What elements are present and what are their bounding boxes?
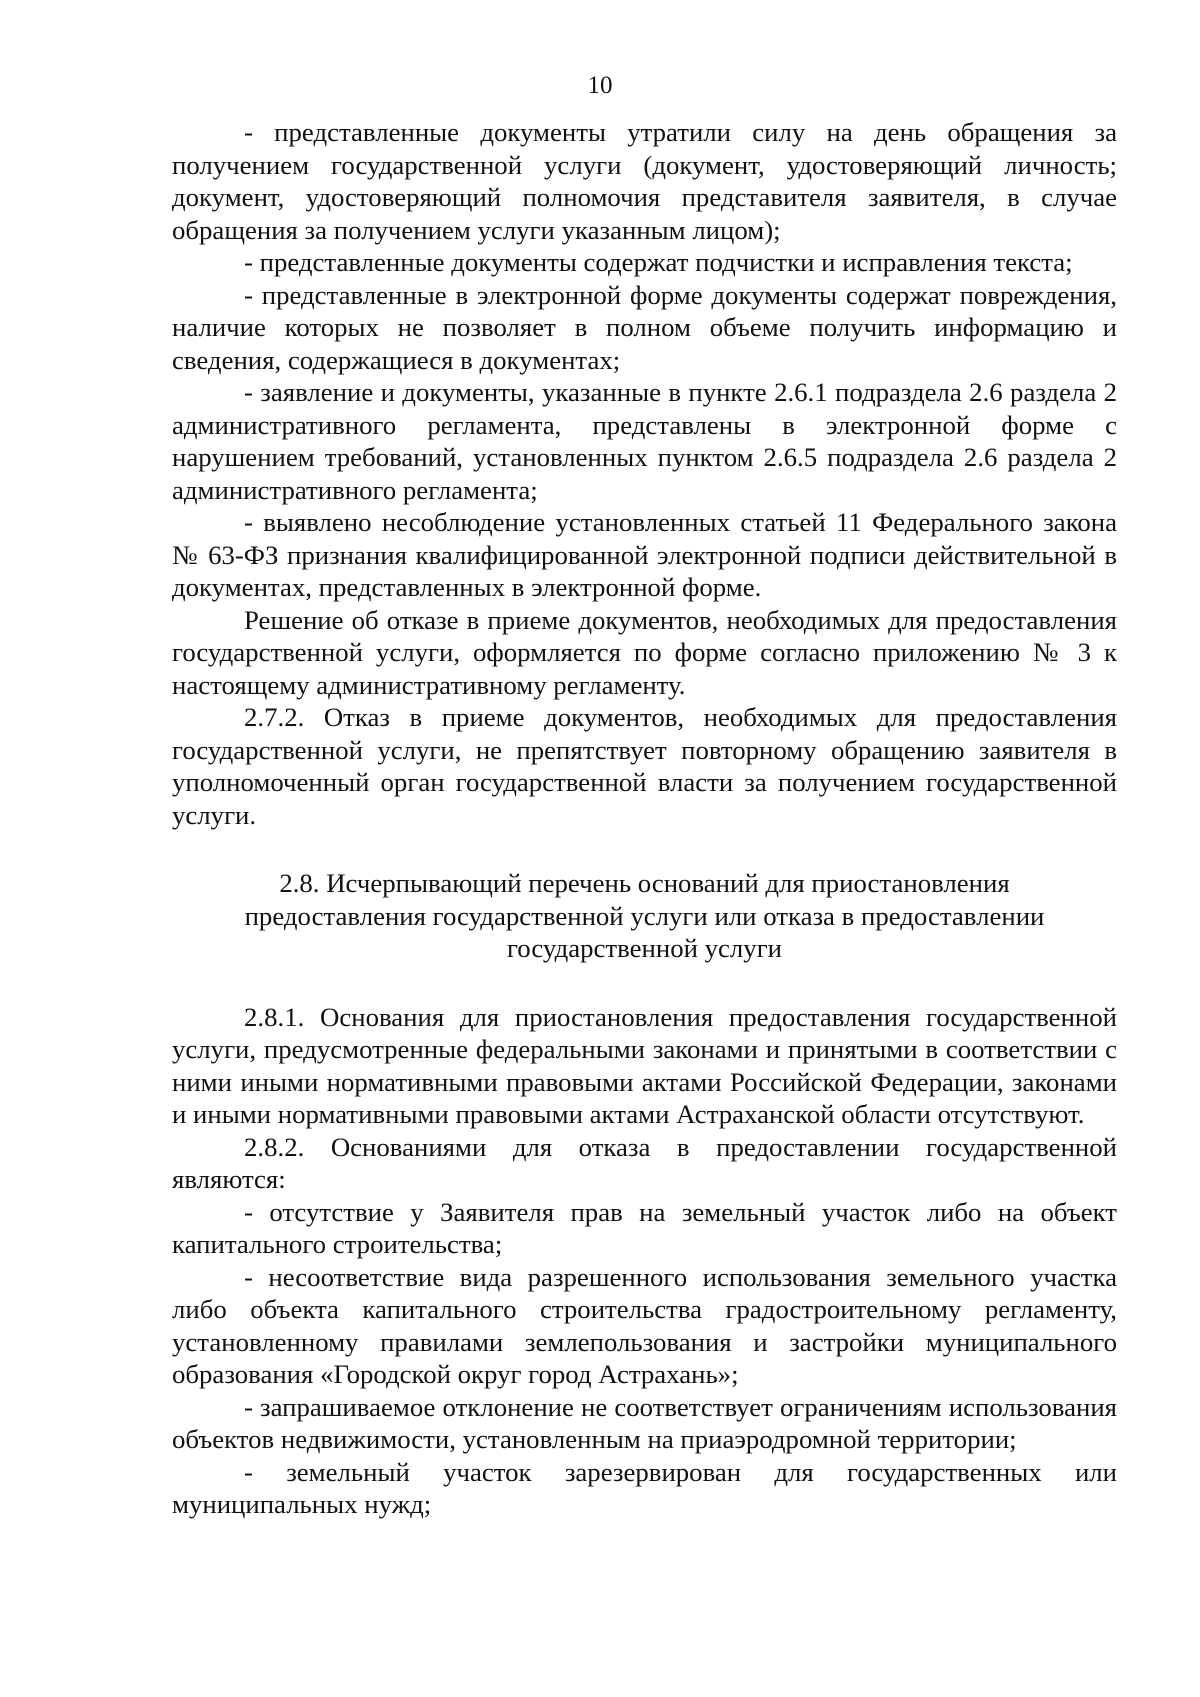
paragraph: 2.8.1. Основания для приостановления предоставления государственной услуги, предусмотренные федеральными законами и принятыми в соответствии с ними иными нормативными правовыми актами Российской Федерации, законами и иными нормативными правовыми актами Астраханской области отсутствуют.	[172, 1001, 1117, 1129]
paragraph: - отсутствие у Заявителя прав на земельный участок либо на объект капитального строительства;	[172, 1196, 1117, 1259]
paragraph: - представленные в электронной форме документы содержат повреждения, наличие которых не позволяет в полном объеме получить информацию и сведения, содержащиеся в документах;	[172, 279, 1117, 375]
paragraph: - заявление и документы, указанные в пункте 2.6.1 подраздела 2.6 раздела 2 административного регламента, представлены в электронной форме с нарушением требований, установленных пунктом 2.6.5 подраздела 2.6 раздела 2 административного регламента;	[172, 377, 1117, 505]
paragraph: - запрашиваемое отклонение не соответствует ограничениям использования объектов недвижимости, установленным на приаэродромной территории;	[172, 1391, 1117, 1454]
page-number: 10	[587, 72, 613, 99]
document-body	[172, 116, 1117, 1521]
paragraph: - земельный участок зарезервирован для государственных или муниципальных нужд;	[172, 1456, 1117, 1519]
paragraph: Решение об отказе в приеме документов, необходимых для предоставления государственной услуги, оформляется по форме согласно приложению № 3 к настоящему административному регламенту.	[172, 604, 1117, 700]
section-heading	[172, 867, 1117, 965]
paragraph: - выявлено несоблюдение установленных статьей 11 Федерального закона № 63-ФЗ признания квалифицированной электронной подписи действительной в документах, представленных в электронной форме.	[172, 507, 1117, 602]
paragraph: 2.8.2. Основаниями для отказа в предоставлении государственной являются:	[172, 1131, 1117, 1194]
section-heading-line: государственной услуги	[506, 933, 783, 963]
section-heading-line: предоставления государственной услуги или отказа в предоставлении	[244, 900, 1045, 931]
paragraph: - представленные документы содержат подчистки и исправления текста;	[244, 247, 1073, 277]
paragraph: 2.7.2. Отказ в приеме документов, необходимых для предоставления государственной услуги, не препятствует повторному обращению заявителя в уполномоченный орган государственной власти за получением государственной услуги.	[172, 702, 1117, 830]
paragraph: - несоответствие вида разрешенного использования земельного участка либо объекта капитального строительства градостроительному регламенту, установленному правилами землепользования и застройки муниципального образования «Городской округ город Астрахань»;	[172, 1261, 1117, 1389]
paragraph: - представленные документы утратили силу на день обращения за получением государственной услуги (документ, удостоверяющий личность; документ, удостоверяющий полномочия представителя заявителя, в случае обращения за получением услуги указанным лицом);	[172, 117, 1117, 245]
section-heading-line: 2.8. Исчерпывающий перечень оснований для приостановления	[279, 868, 1010, 898]
